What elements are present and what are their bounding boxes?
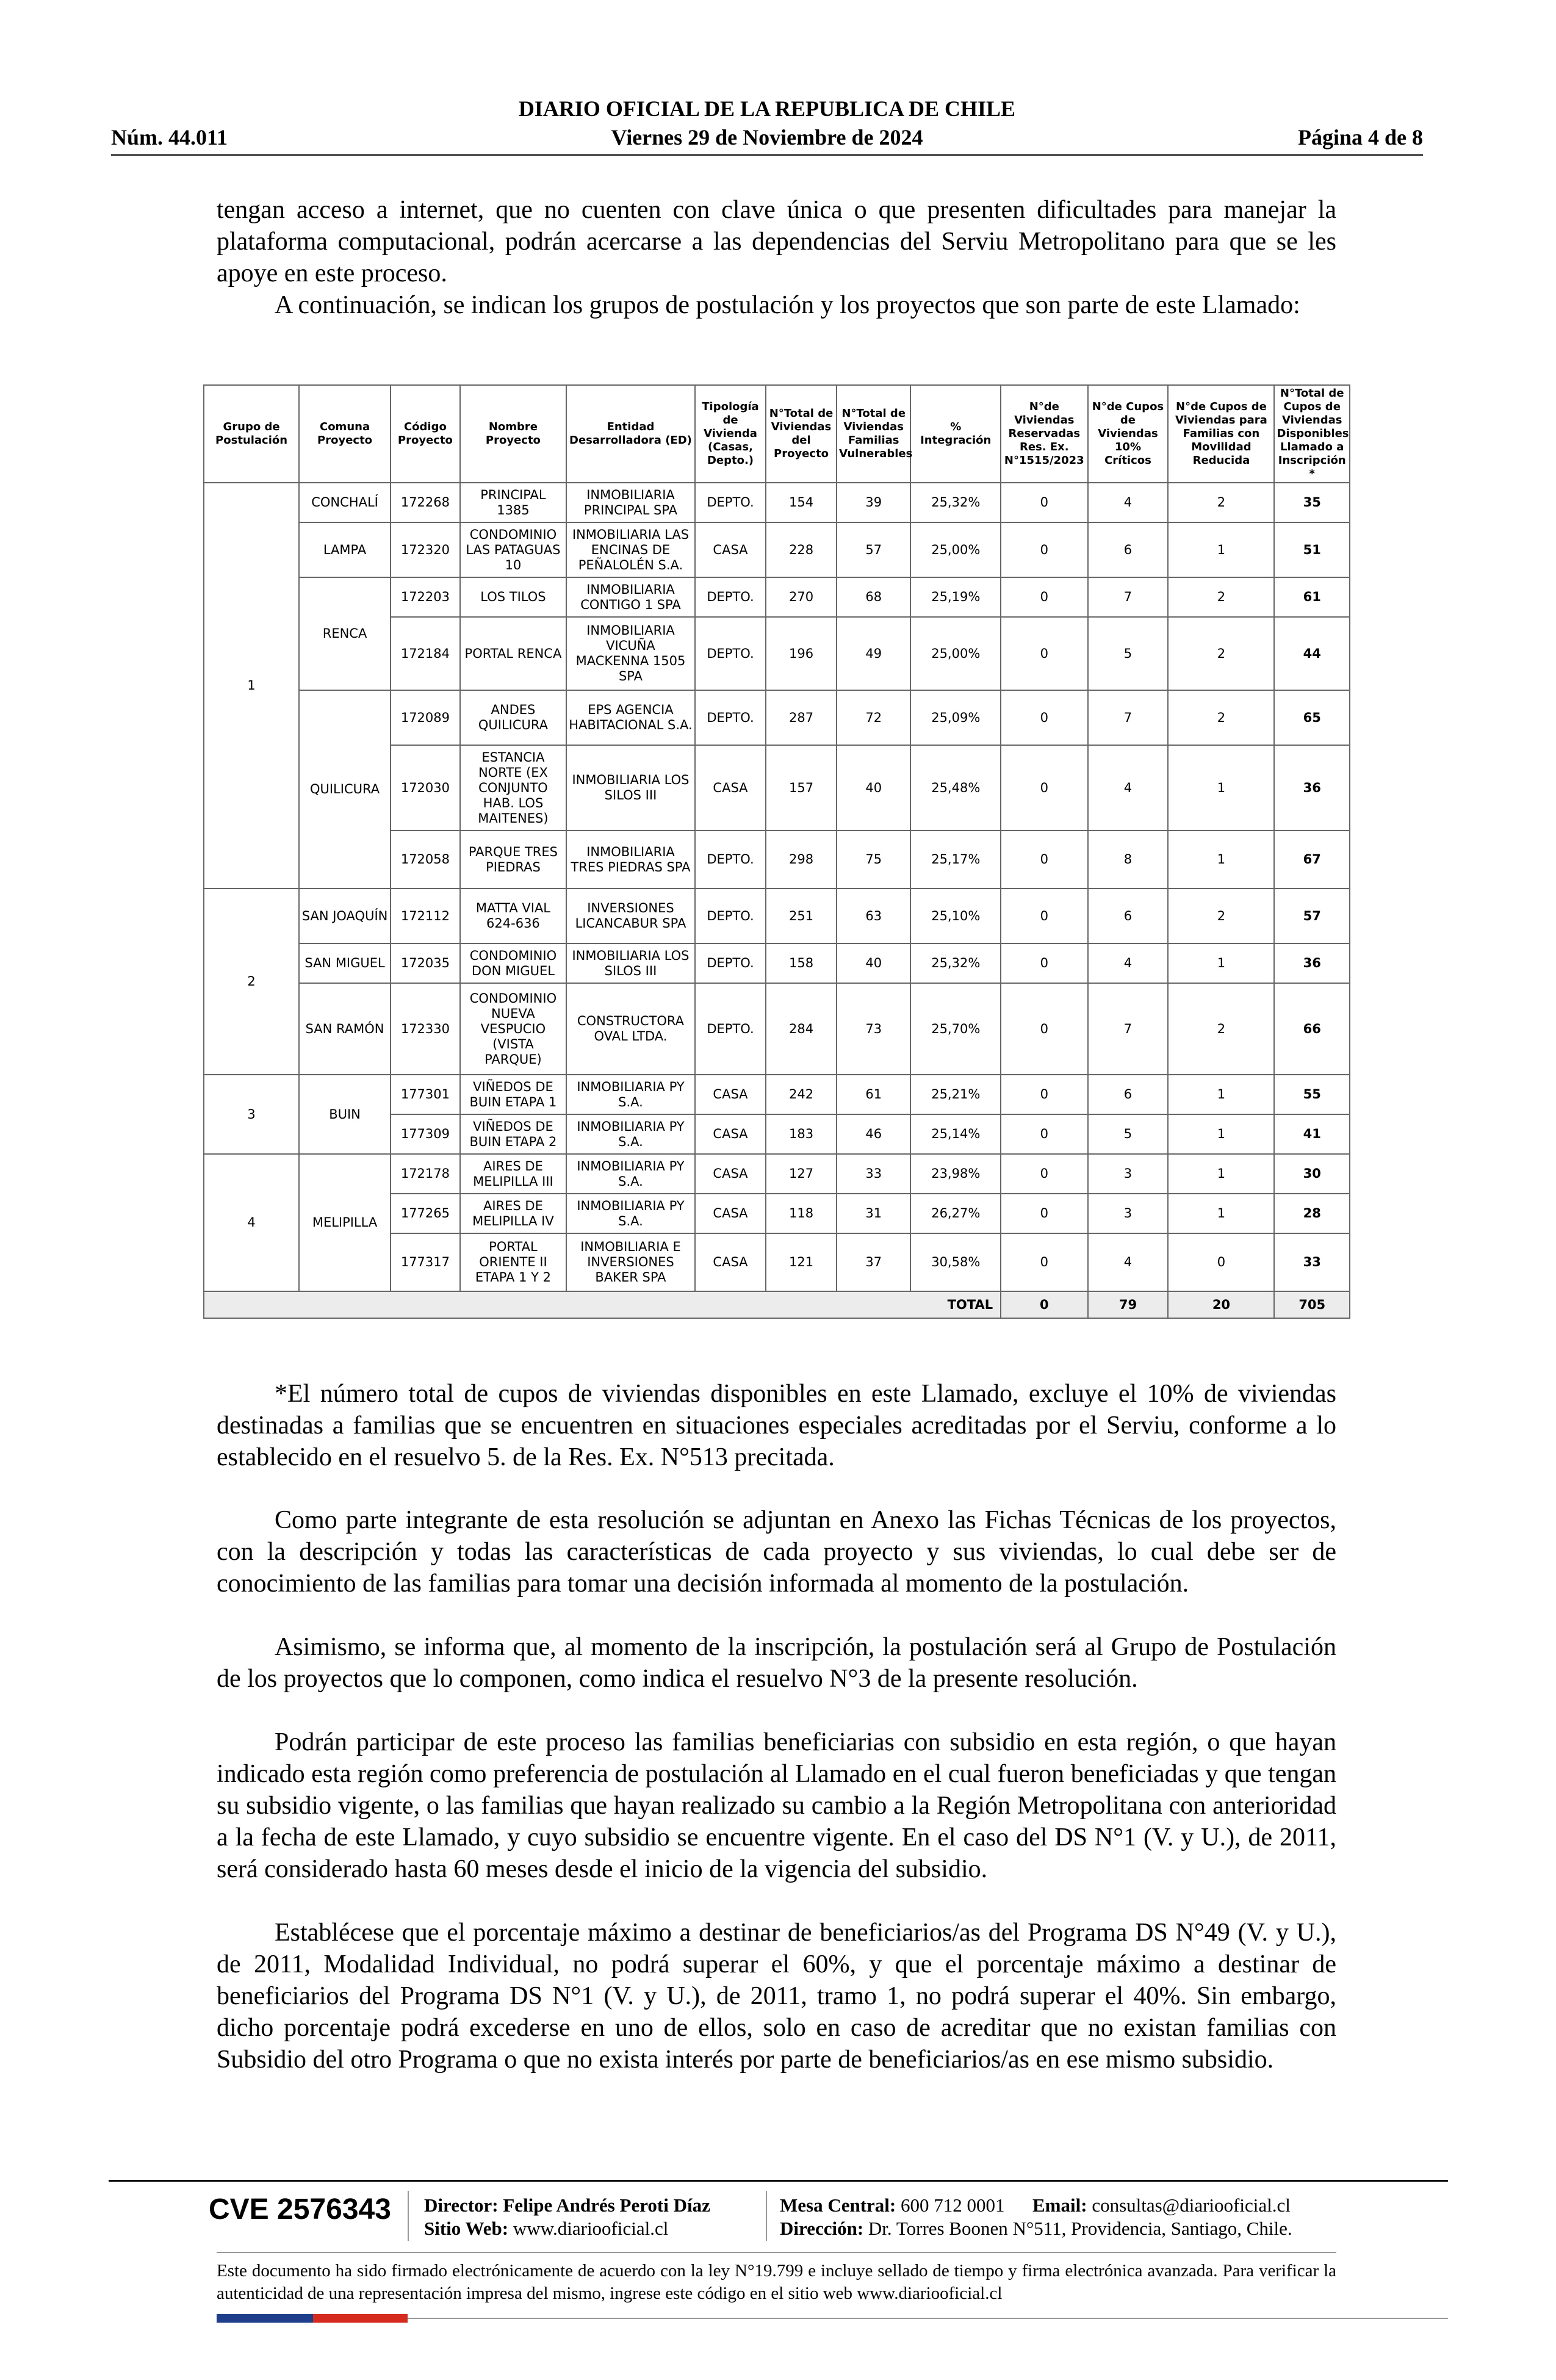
reservadas-cell: 0 [1001,1194,1087,1233]
nombre-cell: ANDES QUILICURA [460,690,566,745]
vulnerables-cell: 46 [837,1114,910,1154]
comuna-cell: QUILICURA [299,690,391,889]
criticos-cell: 8 [1088,831,1169,889]
movilidad-cell: 2 [1168,577,1274,617]
criticos-cell: 4 [1088,943,1169,983]
nombre-cell: PARQUE TRES PIEDRAS [460,831,566,889]
integracion-cell: 23,98% [910,1154,1001,1194]
integracion-cell: 25,32% [910,943,1001,983]
tipo-cell: DEPTO. [695,483,766,522]
disponibles-cell: 36 [1274,943,1350,983]
nombre-cell: AIRES DE MELIPILLA IV [460,1194,566,1233]
reservadas-cell: 0 [1001,1233,1087,1291]
disponibles-cell: 33 [1274,1233,1350,1291]
movilidad-cell: 0 [1168,1233,1274,1291]
integracion-cell: 25,48% [910,745,1001,831]
address-text: Dr. Torres Boonen N°511, Providencia, Santiago, Chile. [868,2218,1292,2239]
tipo-cell: CASA [695,1075,766,1114]
disponibles-cell: 61 [1274,577,1350,617]
reservadas-cell: 0 [1001,1114,1087,1154]
vulnerables-cell: 33 [837,1154,910,1194]
contact-line [780,2194,1291,2217]
vulnerables-cell: 68 [837,577,910,617]
comuna-cell: MELIPILLA [299,1154,391,1291]
integracion-cell: 25,17% [910,831,1001,889]
codigo-cell: 172030 [391,745,460,831]
codigo-cell: 177265 [391,1194,460,1233]
movilidad-cell: 2 [1168,889,1274,943]
nombre-cell: PRINCIPAL 1385 [460,483,566,522]
criticos-cell: 4 [1088,1233,1169,1291]
disponibles-cell: 35 [1274,483,1350,522]
header-disponibles: N°Total de Cupos de Viviendas Disponibles Llamado a Inscripción * [1274,385,1350,483]
nombre-cell: VIÑEDOS DE BUIN ETAPA 2 [460,1114,566,1154]
entidad-cell: INMOBILIARIA PY S.A. [566,1075,695,1114]
projects-table [203,384,1350,1319]
reservadas-cell: 0 [1001,745,1087,831]
issue-number: Núm. 44.011 [111,125,228,150]
group-cell: 1 [204,483,299,889]
header-criticos: N°de Cupos de Viviendas 10% Críticos [1088,385,1169,483]
disponibles-cell: 67 [1274,831,1350,889]
disponibles-cell: 55 [1274,1075,1350,1114]
website-link[interactable]: www.diariooficial.cl [513,2218,669,2239]
disponibles-cell: 65 [1274,690,1350,745]
codigo-cell: 172058 [391,831,460,889]
group-cell: 2 [204,889,299,1075]
nombre-cell: AIRES DE MELIPILLA III [460,1154,566,1194]
movilidad-cell: 1 [1168,831,1274,889]
nombre-cell: ESTANCIA NORTE (EX CONJUNTO HAB. LOS MAITENES) [460,745,566,831]
header-nombre: Nombre Proyecto [460,385,566,483]
criticos-cell: 5 [1088,617,1169,690]
reservadas-cell: 0 [1001,483,1087,522]
page-number: Página 4 de 8 [1297,125,1423,150]
email-label: Email: [1032,2194,1087,2216]
table-row [204,1075,1350,1114]
criticos-cell: 3 [1088,1154,1169,1194]
criticos-cell: 6 [1088,889,1169,943]
total-cell: 127 [766,1154,837,1194]
reservadas-cell: 0 [1001,943,1087,983]
header-total-viviendas: N°Total de Viviendas del Proyecto [766,385,837,483]
total-reservadas: 0 [1001,1291,1087,1318]
tipo-cell: CASA [695,1114,766,1154]
total-cell: 121 [766,1233,837,1291]
disponibles-cell: 51 [1274,522,1350,577]
tipo-cell: CASA [695,1194,766,1233]
integracion-cell: 25,10% [910,889,1001,943]
cve-code: CVE 2576343 [209,2193,391,2226]
total-cell: 228 [766,522,837,577]
table-row [204,1154,1350,1194]
movilidad-cell: 1 [1168,745,1274,831]
nombre-cell: CONDOMINIO LAS PATAGUAS 10 [460,522,566,577]
comuna-cell: SAN MIGUEL [299,943,391,983]
integracion-cell: 30,58% [910,1233,1001,1291]
integracion-cell: 25,70% [910,983,1001,1075]
footer-divider-thin [217,2252,1336,2253]
mesa-label: Mesa Central: [780,2194,896,2216]
header-comuna: Comuna Proyecto [299,385,391,483]
entidad-cell: INMOBILIARIA PRINCIPAL SPA [566,483,695,522]
comuna-cell: LAMPA [299,522,391,577]
codigo-cell: 172184 [391,617,460,690]
movilidad-cell: 2 [1168,690,1274,745]
director-label: Director: [424,2194,499,2216]
legal-notice: Este documento ha sido firmado electrónicamente de acuerdo con la ley N°19.799 e incluye sellado de tiempo y firma electrónica avanzada. Para verificar la autenticidad de una representación impresa del mismo, ingrese este código en el sitio web www.diariooficial.cl [217,2261,1336,2303]
group-cell: 3 [204,1075,299,1154]
header-tipologia: Tipología de Vivienda (Casas, Depto.) [695,385,766,483]
integracion-cell: 25,32% [910,483,1001,522]
table-row [204,690,1350,745]
entidad-cell: INMOBILIARIA LOS SILOS III [566,745,695,831]
header-divider [111,154,1423,156]
footer-bottom-rule [408,2318,1448,2319]
criticos-cell: 7 [1088,983,1169,1075]
reservadas-cell: 0 [1001,983,1087,1075]
tipo-cell: DEPTO. [695,983,766,1075]
entidad-cell: INMOBILIARIA LAS ENCINAS DE PEÑALOLÉN S.A. [566,522,695,577]
tipo-cell: DEPTO. [695,690,766,745]
footer-separator [766,2191,767,2241]
tipo-cell: CASA [695,1154,766,1194]
entidad-cell: CONSTRUCTORA OVAL LTDA. [566,983,695,1075]
vulnerables-cell: 39 [837,483,910,522]
disponibles-cell: 41 [1274,1114,1350,1154]
anexo-paragraph: Como parte integrante de esta resolución se adjuntan en Anexo las Fichas Técnicas de los proyectos, con la descripción y todas las características de cada proyecto y sus viviendas, lo cual debe ser de conocimiento de las familias para tomar una decisión informada al momento de la postulación. [217,1506,1336,1598]
disponibles-cell: 57 [1274,889,1350,943]
vulnerables-cell: 49 [837,617,910,690]
codigo-cell: 172203 [391,577,460,617]
codigo-cell: 172035 [391,943,460,983]
nombre-cell: LOS TILOS [460,577,566,617]
criticos-cell: 3 [1088,1194,1169,1233]
entidad-cell: INMOBILIARIA LOS SILOS III [566,943,695,983]
vulnerables-cell: 75 [837,831,910,889]
projects-table-container [203,384,1350,1319]
total-movilidad: 20 [1168,1291,1274,1318]
total-cell: 154 [766,483,837,522]
disponibles-cell: 36 [1274,745,1350,831]
total-cell: 270 [766,577,837,617]
criticos-cell: 6 [1088,522,1169,577]
tipo-cell: CASA [695,745,766,831]
tipo-cell: CASA [695,522,766,577]
vulnerables-cell: 73 [837,983,910,1075]
nombre-cell: PORTAL RENCA [460,617,566,690]
table-row [204,889,1350,943]
website-label: Sitio Web: [424,2218,509,2239]
comuna-cell: SAN JOAQUÍN [299,889,391,943]
codigo-cell: 177309 [391,1114,460,1154]
nombre-cell: PORTAL ORIENTE II ETAPA 1 Y 2 [460,1233,566,1291]
vulnerables-cell: 37 [837,1233,910,1291]
entidad-cell: INMOBILIARIA VICUÑA MACKENNA 1505 SPA [566,617,695,690]
criticos-cell: 4 [1088,745,1169,831]
total-cell: 183 [766,1114,837,1154]
reservadas-cell: 0 [1001,1154,1087,1194]
total-label: TOTAL [204,1291,1001,1318]
total-row [204,1291,1350,1318]
movilidad-cell: 1 [1168,943,1274,983]
reservadas-cell: 0 [1001,889,1087,943]
criticos-cell: 6 [1088,1075,1169,1114]
intro-paragraph-2: A continuación, se indican los grupos de postulación y los proyectos que son parte de este Llamado: [275,291,1300,319]
codigo-cell: 172178 [391,1154,460,1194]
comuna-cell: RENCA [299,577,391,690]
codigo-cell: 172089 [391,690,460,745]
intro-paragraph-1: tengan acceso a internet, que no cuenten con clave única o que presenten dificultades para manejar la plataforma computacional, podrán acercarse a las dependencias del Serviu Metropolitano para que se les apoye en este proceso. [217,196,1336,287]
comuna-cell: CONCHALÍ [299,483,391,522]
tipo-cell: DEPTO. [695,617,766,690]
table-row [204,522,1350,577]
total-cell: 157 [766,745,837,831]
header-movilidad: N°de Cupos de Viviendas para Familias con Movilidad Reducida [1168,385,1274,483]
tipo-cell: DEPTO. [695,577,766,617]
mesa-phone: 600 712 0001 [901,2194,1005,2216]
director-name: Felipe Andrés Peroti Díaz [503,2194,710,2216]
total-cell: 287 [766,690,837,745]
vulnerables-cell: 40 [837,745,910,831]
flag-stripe-red [313,2314,408,2323]
movilidad-cell: 1 [1168,522,1274,577]
header-grupo: Grupo de Postulación [204,385,299,483]
footer-separator [408,2191,409,2241]
codigo-cell: 177301 [391,1075,460,1114]
entidad-cell: INMOBILIARIA TRES PIEDRAS SPA [566,831,695,889]
movilidad-cell: 1 [1168,1194,1274,1233]
movilidad-cell: 2 [1168,483,1274,522]
vulnerables-cell: 63 [837,889,910,943]
total-cell: 196 [766,617,837,690]
disponibles-cell: 30 [1274,1154,1350,1194]
criticos-cell: 7 [1088,577,1169,617]
disponibles-cell: 66 [1274,983,1350,1075]
total-cell: 298 [766,831,837,889]
disponibles-cell: 28 [1274,1194,1350,1233]
entidad-cell: INMOBILIARIA PY S.A. [566,1154,695,1194]
reservadas-cell: 0 [1001,831,1087,889]
tipo-cell: DEPTO. [695,943,766,983]
total-cell: 242 [766,1075,837,1114]
entidad-cell: INVERSIONES LICANCABUR SPA [566,889,695,943]
criticos-cell: 7 [1088,690,1169,745]
movilidad-cell: 1 [1168,1075,1274,1114]
nombre-cell: CONDOMINIO NUEVA VESPUCIO (VISTA PARQUE) [460,983,566,1075]
total-disponibles: 705 [1274,1291,1350,1318]
disponibles-cell: 44 [1274,617,1350,690]
inscripcion-paragraph: Asimismo, se informa que, al momento de la inscripción, la postulación será al Grupo de Postulación de los proyectos que lo componen, como indica el resuelvo N°3 de la presente resolución. [217,1633,1336,1693]
vulnerables-cell: 40 [837,943,910,983]
integracion-cell: 26,27% [910,1194,1001,1233]
tipo-cell: CASA [695,1233,766,1291]
nombre-cell: MATTA VIAL 624-636 [460,889,566,943]
reservadas-cell: 0 [1001,522,1087,577]
integracion-cell: 25,14% [910,1114,1001,1154]
integracion-cell: 25,00% [910,522,1001,577]
reservadas-cell: 0 [1001,577,1087,617]
group-cell: 4 [204,1154,299,1291]
integracion-cell: 25,09% [910,690,1001,745]
codigo-cell: 172112 [391,889,460,943]
website-line [424,2217,668,2240]
entidad-cell: EPS AGENCIA HABITACIONAL S.A. [566,690,695,745]
nombre-cell: CONDOMINIO DON MIGUEL [460,943,566,983]
movilidad-cell: 2 [1168,983,1274,1075]
table-row [204,577,1350,617]
tipo-cell: DEPTO. [695,889,766,943]
comuna-cell: SAN RAMÓN [299,983,391,1075]
reservadas-cell: 0 [1001,617,1087,690]
table-row [204,983,1350,1075]
page-header [111,96,1423,157]
reservadas-cell: 0 [1001,690,1087,745]
entidad-cell: INMOBILIARIA CONTIGO 1 SPA [566,577,695,617]
issue-date: Viernes 29 de Noviembre de 2024 [611,125,923,150]
publication-title: DIARIO OFICIAL DE LA REPUBLICA DE CHILE [518,96,1016,121]
vulnerables-cell: 31 [837,1194,910,1233]
table-header-row [204,385,1350,483]
table-row [204,943,1350,983]
entidad-cell: INMOBILIARIA PY S.A. [566,1194,695,1233]
header-reservadas: N°de Viviendas Reservadas Res. Ex. N°1515/2023 [1001,385,1087,483]
total-cell: 284 [766,983,837,1075]
nombre-cell: VIÑEDOS DE BUIN ETAPA 1 [460,1075,566,1114]
footer-divider [109,2180,1448,2182]
total-cell: 251 [766,889,837,943]
flag-stripe-blue [217,2314,313,2323]
movilidad-cell: 1 [1168,1114,1274,1154]
total-cell: 118 [766,1194,837,1233]
codigo-cell: 172330 [391,983,460,1075]
codigo-cell: 177317 [391,1233,460,1291]
participacion-paragraph: Podrán participar de este proceso las familias beneficiarias con subsidio en esta región, o que hayan indicado esta región como preferencia de postulación al Llamado en el cual fueron beneficiadas y que tengan su subsidio vigente, o las familias que hayan realizado su cambio a la Región Metropolitana con anterioridad a la fecha de este Llamado, y cuyo subsidio se encuentre vigente. En el caso del DS N°1 (V. y U.), de 2011, será considerado hasta 60 meses desde el inicio de la vigencia del subsidio. [217,1728,1336,1883]
header-integracion: % Integración [910,385,1001,483]
entidad-cell: INMOBILIARIA PY S.A. [566,1114,695,1154]
header-entidad: Entidad Desarrolladora (ED) [566,385,695,483]
movilidad-cell: 2 [1168,617,1274,690]
criticos-cell: 4 [1088,483,1169,522]
header-codigo: Código Proyecto [391,385,460,483]
integracion-cell: 25,00% [910,617,1001,690]
entidad-cell: INMOBILIARIA E INVERSIONES BAKER SPA [566,1233,695,1291]
criticos-cell: 5 [1088,1114,1169,1154]
email-link[interactable]: consultas@diariooficial.cl [1092,2194,1291,2216]
porcentaje-paragraph: Establécese que el porcentaje máximo a destinar de beneficiarios/as del Programa DS N°49 (V. y U.), de 2011, Modalidad Individual, no podrá superar el 60%, y que el porcentaje máximo a destinar de beneficiarios del Programa DS N°1 (V. y U.), de 2011, tramo 1, no podrá superar el 40%. Sin embargo, dicho porcentaje podrá excederse en uno de ellos, solo en caso de acreditar que no existan familias con Subsidio del otro Programa o que no exista interés por parte de beneficiarios/as en ese mismo subsidio. [217,1919,1336,2074]
vulnerables-cell: 72 [837,690,910,745]
codigo-cell: 172268 [391,483,460,522]
address-line [780,2217,1292,2240]
vulnerables-cell: 61 [837,1075,910,1114]
integracion-cell: 25,19% [910,577,1001,617]
total-criticos: 79 [1088,1291,1169,1318]
note-paragraph: *El número total de cupos de viviendas disponibles en este Llamado, excluye el 10% de viviendas destinadas a familias que se encuentren en situaciones especiales acreditadas por el Serviu, conforme a lo establecido en el resuelvo 5. de la Res. Ex. N°513 precitada. [217,1380,1336,1471]
tipo-cell: DEPTO. [695,831,766,889]
vulnerables-cell: 57 [837,522,910,577]
director-line [424,2194,710,2217]
total-cell: 158 [766,943,837,983]
address-label: Dirección: [780,2218,864,2239]
integracion-cell: 25,21% [910,1075,1001,1114]
movilidad-cell: 1 [1168,1154,1274,1194]
table-row [204,483,1350,522]
reservadas-cell: 0 [1001,1075,1087,1114]
codigo-cell: 172320 [391,522,460,577]
comuna-cell: BUIN [299,1075,391,1154]
header-viviendas-vulnerables: N°Total de Viviendas Familias Vulnerables [837,385,910,483]
